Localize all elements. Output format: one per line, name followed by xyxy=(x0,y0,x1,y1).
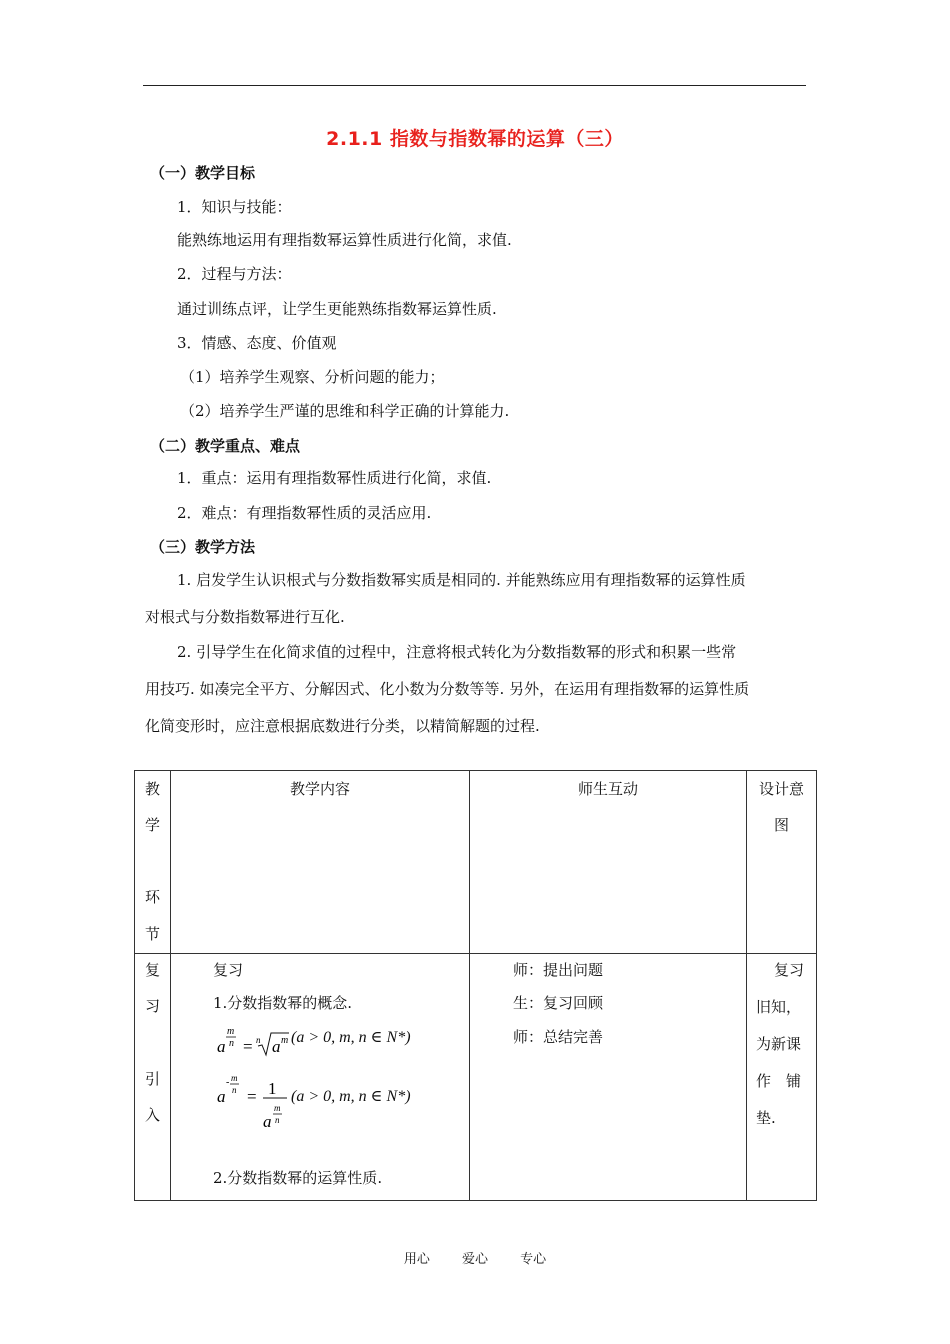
header-intent-label-2: 图 xyxy=(773,816,789,834)
svg-text:n: n xyxy=(256,1035,261,1045)
svg-text:m: m xyxy=(227,1026,235,1037)
section-heading-objectives: （一）教学目标 xyxy=(150,164,256,182)
content-item-1: 1.分数指数幂的概念. xyxy=(213,994,353,1012)
header-interaction-label: 师生互动 xyxy=(577,780,638,798)
keypoint-2: 2．难点：有理指数幂性质的灵活应用. xyxy=(177,504,432,522)
objective-1-label: 1．知识与技能： xyxy=(177,198,292,216)
stage-cell xyxy=(135,954,171,1201)
keypoint-1: 1．重点：运用有理指数幂性质进行化简，求值. xyxy=(177,469,492,487)
intent-line: 复习 xyxy=(774,961,805,979)
footer-motto: 用心 xyxy=(403,1252,430,1267)
method-1-line-1: 1. 启发学生认识根式与分数指数幂实质是相同的. 并能熟练应用有理指数幂的运算性质 xyxy=(177,571,746,589)
header-interaction-cell xyxy=(470,771,747,954)
header-stage-cell xyxy=(135,771,171,954)
stage-char: 复 xyxy=(145,961,161,979)
objective-2-text: 通过训练点评，让学生更能熟练指数幂运算性质. xyxy=(177,300,497,318)
lesson-table xyxy=(134,770,817,1201)
svg-text:n: n xyxy=(232,1085,237,1095)
header-rule xyxy=(143,85,806,86)
formula-1-condition: (a > 0, m, n ∈ N*) xyxy=(291,1029,411,1046)
header-intent-cell xyxy=(747,771,817,954)
svg-text:a: a xyxy=(217,1087,226,1106)
footer-motto: 爱心 xyxy=(461,1252,488,1267)
intent-line: 旧知， xyxy=(756,998,802,1016)
header-stage-char: 学 xyxy=(145,816,161,834)
interaction-cell xyxy=(470,954,747,1201)
objective-2-label: 2．过程与方法： xyxy=(177,265,292,283)
svg-text:a: a xyxy=(272,1037,281,1056)
header-content-cell xyxy=(171,771,470,954)
stage-char: 入 xyxy=(145,1106,161,1124)
interaction-line: 生：复习回顾 xyxy=(513,994,604,1012)
svg-text:m: m xyxy=(274,1103,281,1113)
interaction-line: 师：提出问题 xyxy=(513,961,604,979)
section-heading-methods: （三）教学方法 xyxy=(150,538,256,556)
intent-line: 作 铺 xyxy=(756,1072,802,1090)
intent-cell xyxy=(747,954,817,1201)
method-2-line-3: 化简变形时，应注意根据底数进行分类，以精简解题的过程. xyxy=(145,717,540,735)
header-stage-char: 节 xyxy=(145,925,161,943)
footer-motto: 专心 xyxy=(520,1252,547,1267)
svg-text:a: a xyxy=(263,1112,272,1131)
intent-line: 为新课 xyxy=(756,1035,802,1053)
svg-text:n: n xyxy=(275,1115,280,1125)
header-stage-char: 环 xyxy=(145,888,161,906)
content-cell xyxy=(171,954,470,1201)
objective-3-item-2: （2）培养学生严谨的思维和科学正确的计算能力. xyxy=(180,402,510,420)
formula-2-condition: (a > 0, m, n ∈ N*) xyxy=(291,1088,411,1105)
page-title: 2.1.1 指数与指数幂的运算（三） xyxy=(326,128,624,150)
method-1-line-2: 对根式与分数指数幂进行互化. xyxy=(145,608,345,626)
content-review-title: 复习 xyxy=(213,961,244,979)
header-stage-char: 教 xyxy=(145,780,161,798)
svg-text:a: a xyxy=(217,1037,226,1056)
svg-text:1: 1 xyxy=(268,1079,277,1098)
stage-char: 引 xyxy=(145,1070,161,1088)
svg-text:=: = xyxy=(247,1087,257,1106)
header-intent-label-1: 设计意 xyxy=(758,780,804,798)
table-header-row xyxy=(135,771,817,954)
table-row xyxy=(135,954,817,1201)
svg-text:n: n xyxy=(229,1038,234,1049)
svg-text:-: - xyxy=(226,1077,230,1088)
svg-text:m: m xyxy=(231,1073,238,1083)
method-2-line-1: 2. 引导学生在化简求值的过程中，注意将根式转化为分数指数幂的形式和积累一些常 xyxy=(177,643,737,661)
section-heading-keypoints: （二）教学重点、难点 xyxy=(150,437,301,455)
objective-1-text: 能熟练地运用有理指数幂运算性质进行化简，求值. xyxy=(177,231,512,249)
interaction-line: 师：总结完善 xyxy=(513,1028,604,1046)
stage-char: 习 xyxy=(145,997,161,1015)
intent-line: 垫. xyxy=(756,1109,776,1127)
content-item-2: 2.分数指数幂的运算性质. xyxy=(213,1169,383,1187)
objective-3-label: 3．情感、态度、价值观 xyxy=(177,334,337,352)
header-content-label: 教学内容 xyxy=(289,780,350,798)
svg-text:=: = xyxy=(243,1037,253,1056)
svg-text:m: m xyxy=(281,1035,289,1046)
page-footer xyxy=(0,1248,950,1267)
objective-3-item-1: （1）培养学生观察、分析问题的能力； xyxy=(180,368,445,386)
method-2-line-2: 用技巧. 如凑完全平方、分解因式、化小数为分数等等. 另外，在运用有理指数幂的运算性质 xyxy=(145,680,750,698)
formula-negative-exponent xyxy=(211,1071,441,1141)
